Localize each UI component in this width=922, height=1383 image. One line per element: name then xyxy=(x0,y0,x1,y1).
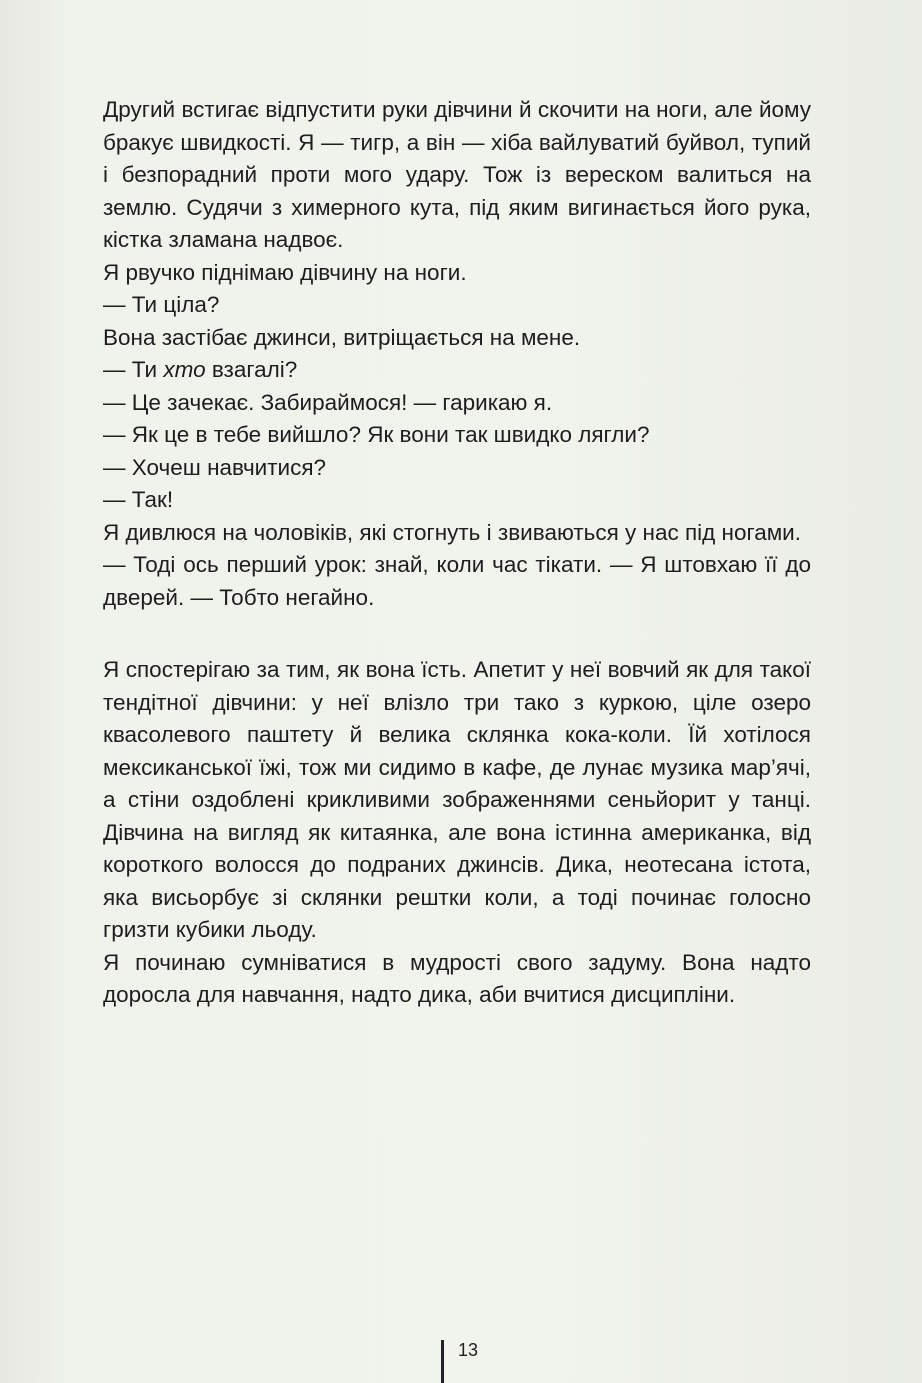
paragraph: Вона застібає джинси, витріщається на мене. xyxy=(103,324,581,350)
dialogue-line: — Так! xyxy=(103,487,174,512)
dialogue-line-with-emphasis xyxy=(103,354,811,387)
page-number: 13 xyxy=(458,1340,479,1360)
dialogue-line: — Як це в тебе вийшло? Як вони так швидко лягли? xyxy=(103,422,650,447)
dialogue-line: — Ти ціла? xyxy=(103,292,220,317)
section-break xyxy=(103,614,811,654)
dialogue-line: — Тоді ось перший урок: знай, коли час тікати. — Я штовхаю її до дверей. — Тобто негайно. xyxy=(103,552,811,610)
paragraph: Я спостерігаю за тим, як вона їсть. Апетит у неї вовчий як для такої тендітної дівчини: у неї влізло три тако з куркою, ціле озеро квасолевого паштету й велика склянка кока-коли. Їй хотілося мексиканської їжі, тож ми сидимо в кафе, де лунає музика мар’ячі, а стіни оздоблені крикливими зображеннями сеньйорит у танці. Дівчина на вигляд як китаянка, але вона істинна американка, від короткого волосся до подраних джинсів. Дика, неотесана істота, яка висьорбує зі склянки рештки коли, а тоді починає голосно гризти кубики льоду. xyxy=(103,657,811,942)
emphasis-word: хто xyxy=(163,357,206,382)
paragraph: Я дивлюся на чоловіків, які стогнуть і звиваються у нас під ногами. xyxy=(103,519,802,545)
body-text xyxy=(103,94,811,1012)
paragraph: Я починаю сумніватися в мудрості свого задуму. Вона надто доросла для навчання, надто дика, аби вчитися дисципліни. xyxy=(103,949,811,1007)
paragraph: Другий встигає відпустити руки дівчини й скочити на ноги, але йому бракує швидкості. Я — тигр, а він — хіба вайлуватий буйвол, тупий і безпорадний проти мого удару. Тож із вереском валиться на землю. Судячи з химерного кута, під яким вигинається його рука, кістка зламана надвоє. xyxy=(103,97,811,252)
page-number-rule xyxy=(441,1340,444,1383)
dialogue-line: — Це зачекає. Забираймося! — гарикаю я. xyxy=(103,389,553,415)
paragraph: Я рвучко піднімаю дівчину на ноги. xyxy=(103,259,467,285)
dialogue-suffix: взагалі? xyxy=(205,357,298,382)
dialogue-prefix: — Ти xyxy=(103,357,164,382)
dialogue-line: — Хочеш навчитися? xyxy=(103,454,327,480)
